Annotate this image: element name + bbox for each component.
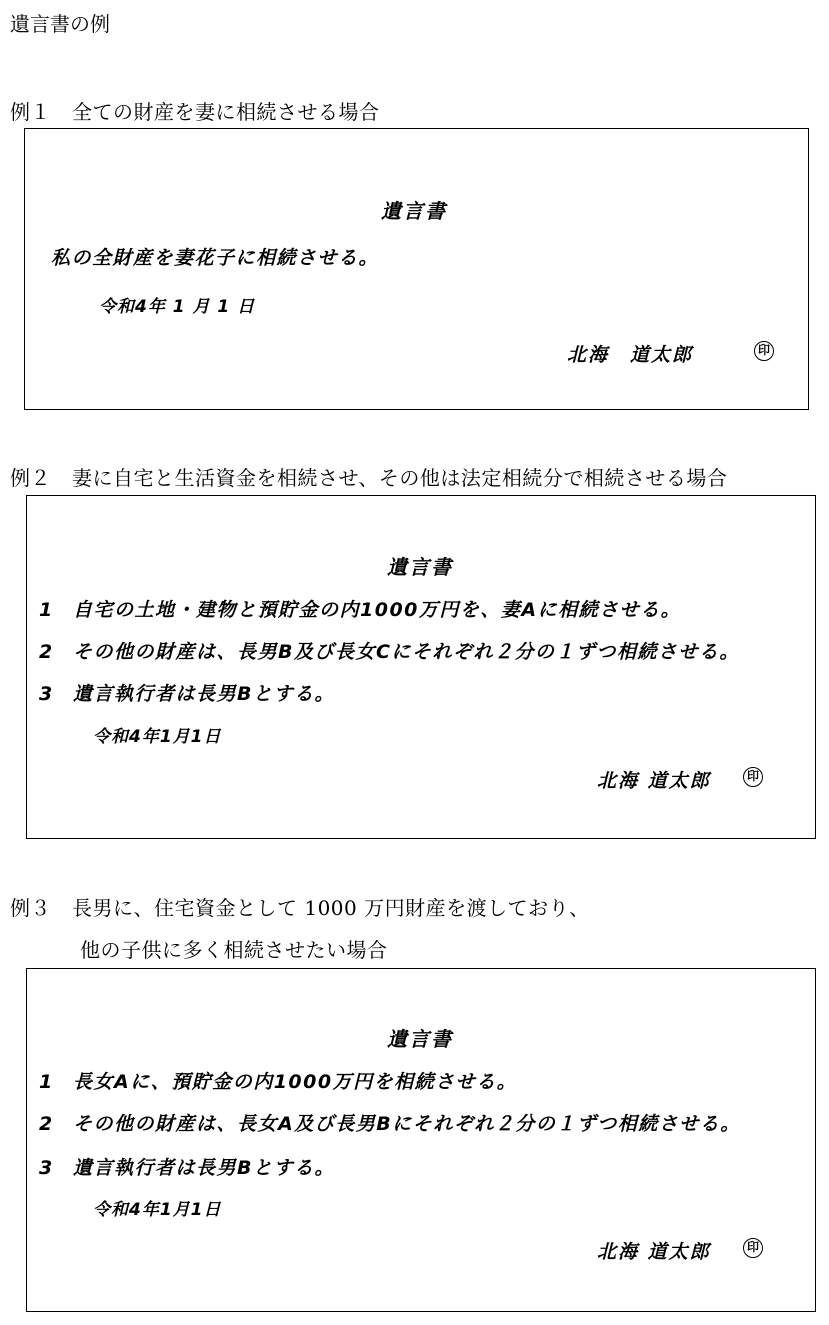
- will-document-1-date: 令和4年 1 月 1 日: [99, 297, 256, 317]
- will-document-2-item-2: [39, 637, 740, 664]
- example-3-label: 例３: [10, 896, 51, 920]
- item-text: 自宅の土地・建物と預貯金の内1000万円を、妻Aに相続させる。: [73, 599, 682, 621]
- will-document-3-title: 遺言書: [387, 1027, 453, 1051]
- will-document-2-signature: 北海 道太郎: [597, 770, 711, 792]
- will-document-3-item-3: [39, 1153, 335, 1180]
- will-document-3-item-2: [39, 1109, 741, 1136]
- will-document-3-date: 令和4年1月1日: [93, 1200, 222, 1220]
- seal-icon: 印: [754, 341, 774, 361]
- example-1-heading-text: 全ての財産を妻に相続させる場合: [72, 100, 380, 124]
- will-document-1-title: 遺言書: [381, 199, 447, 223]
- will-document-1-signature: 北海 道太郎: [567, 344, 694, 366]
- will-document-3: [26, 968, 816, 1312]
- item-number: 3: [39, 683, 54, 705]
- example-1-label: 例１: [10, 100, 51, 124]
- will-document-2-item-3: [39, 679, 335, 706]
- will-document-2-item-1: [39, 595, 681, 622]
- item-number: 3: [39, 1157, 54, 1179]
- example-3-heading-line-2: 他の子供に多く相続させたい場合: [80, 938, 388, 962]
- example-1-heading: [10, 96, 380, 125]
- item-text: その他の財産は、長男B及び長女Cにそれぞれ２分の１ずつ相続させる。: [73, 641, 740, 663]
- page-title: 遺言書の例: [10, 12, 110, 36]
- example-2-heading-text: 妻に自宅と生活資金を相続させ、その他は法定相続分で相続させる場合: [72, 466, 728, 490]
- example-3-heading-line-1: 長男に、住宅資金として 1000 万円財産を渡しており、: [72, 896, 590, 920]
- seal-icon: 印: [743, 1238, 763, 1258]
- item-text: その他の財産は、長女A及び長男Bにそれぞれ２分の１ずつ相続させる。: [73, 1113, 741, 1135]
- will-document-1: [24, 128, 809, 410]
- item-number: 1: [39, 599, 54, 621]
- seal-icon: 印: [743, 767, 763, 787]
- will-document-2-date: 令和4年1月1日: [93, 727, 222, 747]
- example-2-heading: [10, 462, 727, 491]
- item-number: 2: [39, 1113, 54, 1135]
- will-document-3-item-1: [39, 1067, 517, 1094]
- will-document-1-line-1: 私の全財産を妻花子に相続させる。: [51, 247, 380, 269]
- will-document-2: [26, 495, 816, 839]
- example-3-heading: [10, 892, 590, 921]
- item-text: 長女Aに、預貯金の内1000万円を相続させる。: [73, 1071, 518, 1093]
- will-document-2-title: 遺言書: [387, 555, 453, 579]
- example-2-label: 例２: [10, 466, 51, 490]
- item-number: 2: [39, 641, 54, 663]
- item-text: 遺言執行者は長男Bとする。: [73, 1157, 335, 1179]
- will-document-3-signature: 北海 道太郎: [597, 1241, 711, 1263]
- item-text: 遺言執行者は長男Bとする。: [73, 683, 335, 705]
- item-number: 1: [39, 1071, 54, 1093]
